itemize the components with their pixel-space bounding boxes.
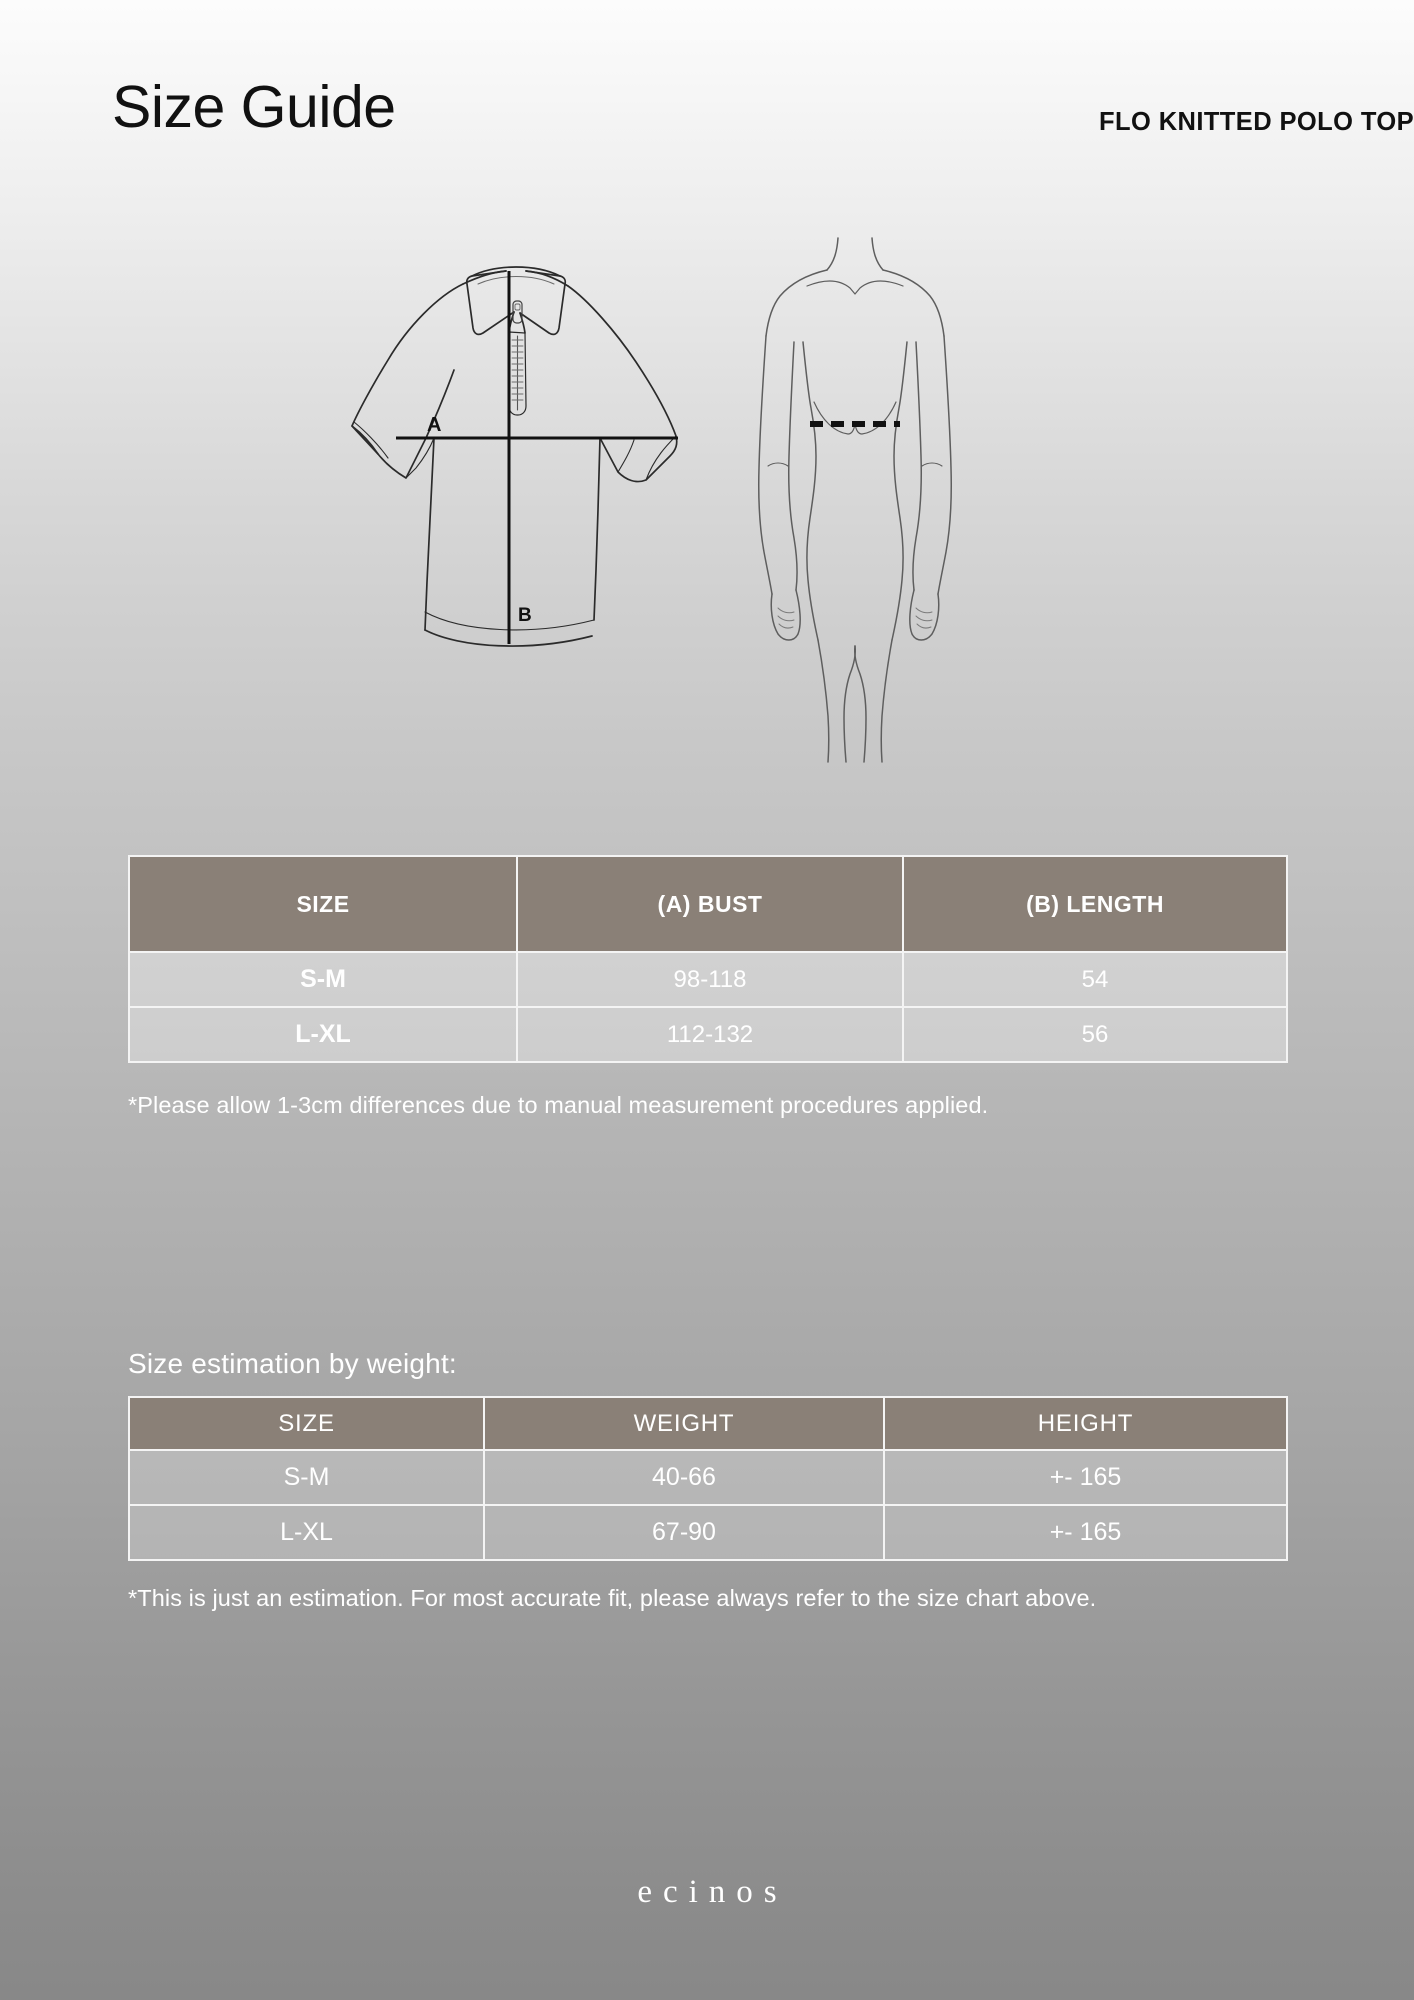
header-height: HEIGHT [884, 1397, 1287, 1450]
cell-length: 56 [903, 1007, 1287, 1062]
female-body-outline-with-bust-line [710, 230, 1000, 770]
cell-size: L-XL [129, 1505, 484, 1560]
page-header [0, 0, 1414, 170]
cell-bust: 98-118 [517, 952, 903, 1007]
cell-weight: 67-90 [484, 1505, 884, 1560]
brand-logo: ecinos [637, 1874, 788, 1910]
header-size: SIZE [129, 1397, 484, 1450]
header-bust: (A) BUST [517, 856, 903, 952]
polo-shirt-technical-drawing [330, 240, 690, 660]
cell-height: +- 165 [884, 1450, 1287, 1505]
table-row [129, 1450, 1287, 1505]
cell-size: S-M [129, 952, 517, 1007]
table-row [129, 1505, 1287, 1560]
cell-size: L-XL [129, 1007, 517, 1062]
weight-estimation-table [128, 1396, 1288, 1561]
table-row [129, 1007, 1287, 1062]
size-chart-table [128, 855, 1288, 1063]
cell-bust: 112-132 [517, 1007, 903, 1062]
header-length: (B) LENGTH [903, 856, 1287, 952]
table-row [129, 952, 1287, 1007]
length-label-b: B [518, 605, 532, 626]
bust-label-a: A [427, 414, 442, 436]
measurement-note: *Please allow 1-3cm differences due to manual measurement procedures applied. [128, 1092, 989, 1118]
cell-height: +- 165 [884, 1505, 1287, 1560]
cell-size: S-M [129, 1450, 484, 1505]
cell-length: 54 [903, 952, 1287, 1007]
weight-section-title: Size estimation by weight: [128, 1348, 457, 1379]
cell-weight: 40-66 [484, 1450, 884, 1505]
page-title: Size Guide [112, 74, 396, 140]
table-header-row [129, 1397, 1287, 1450]
header-weight: WEIGHT [484, 1397, 884, 1450]
product-title: FLO KNITTED POLO TOP [1099, 108, 1414, 136]
header-size: SIZE [129, 856, 517, 952]
illustration-area [0, 230, 1414, 790]
table-header-row [129, 856, 1287, 952]
estimation-note: *This is just an estimation. For most accurate fit, please always refer to the size chart above. [128, 1585, 1097, 1611]
